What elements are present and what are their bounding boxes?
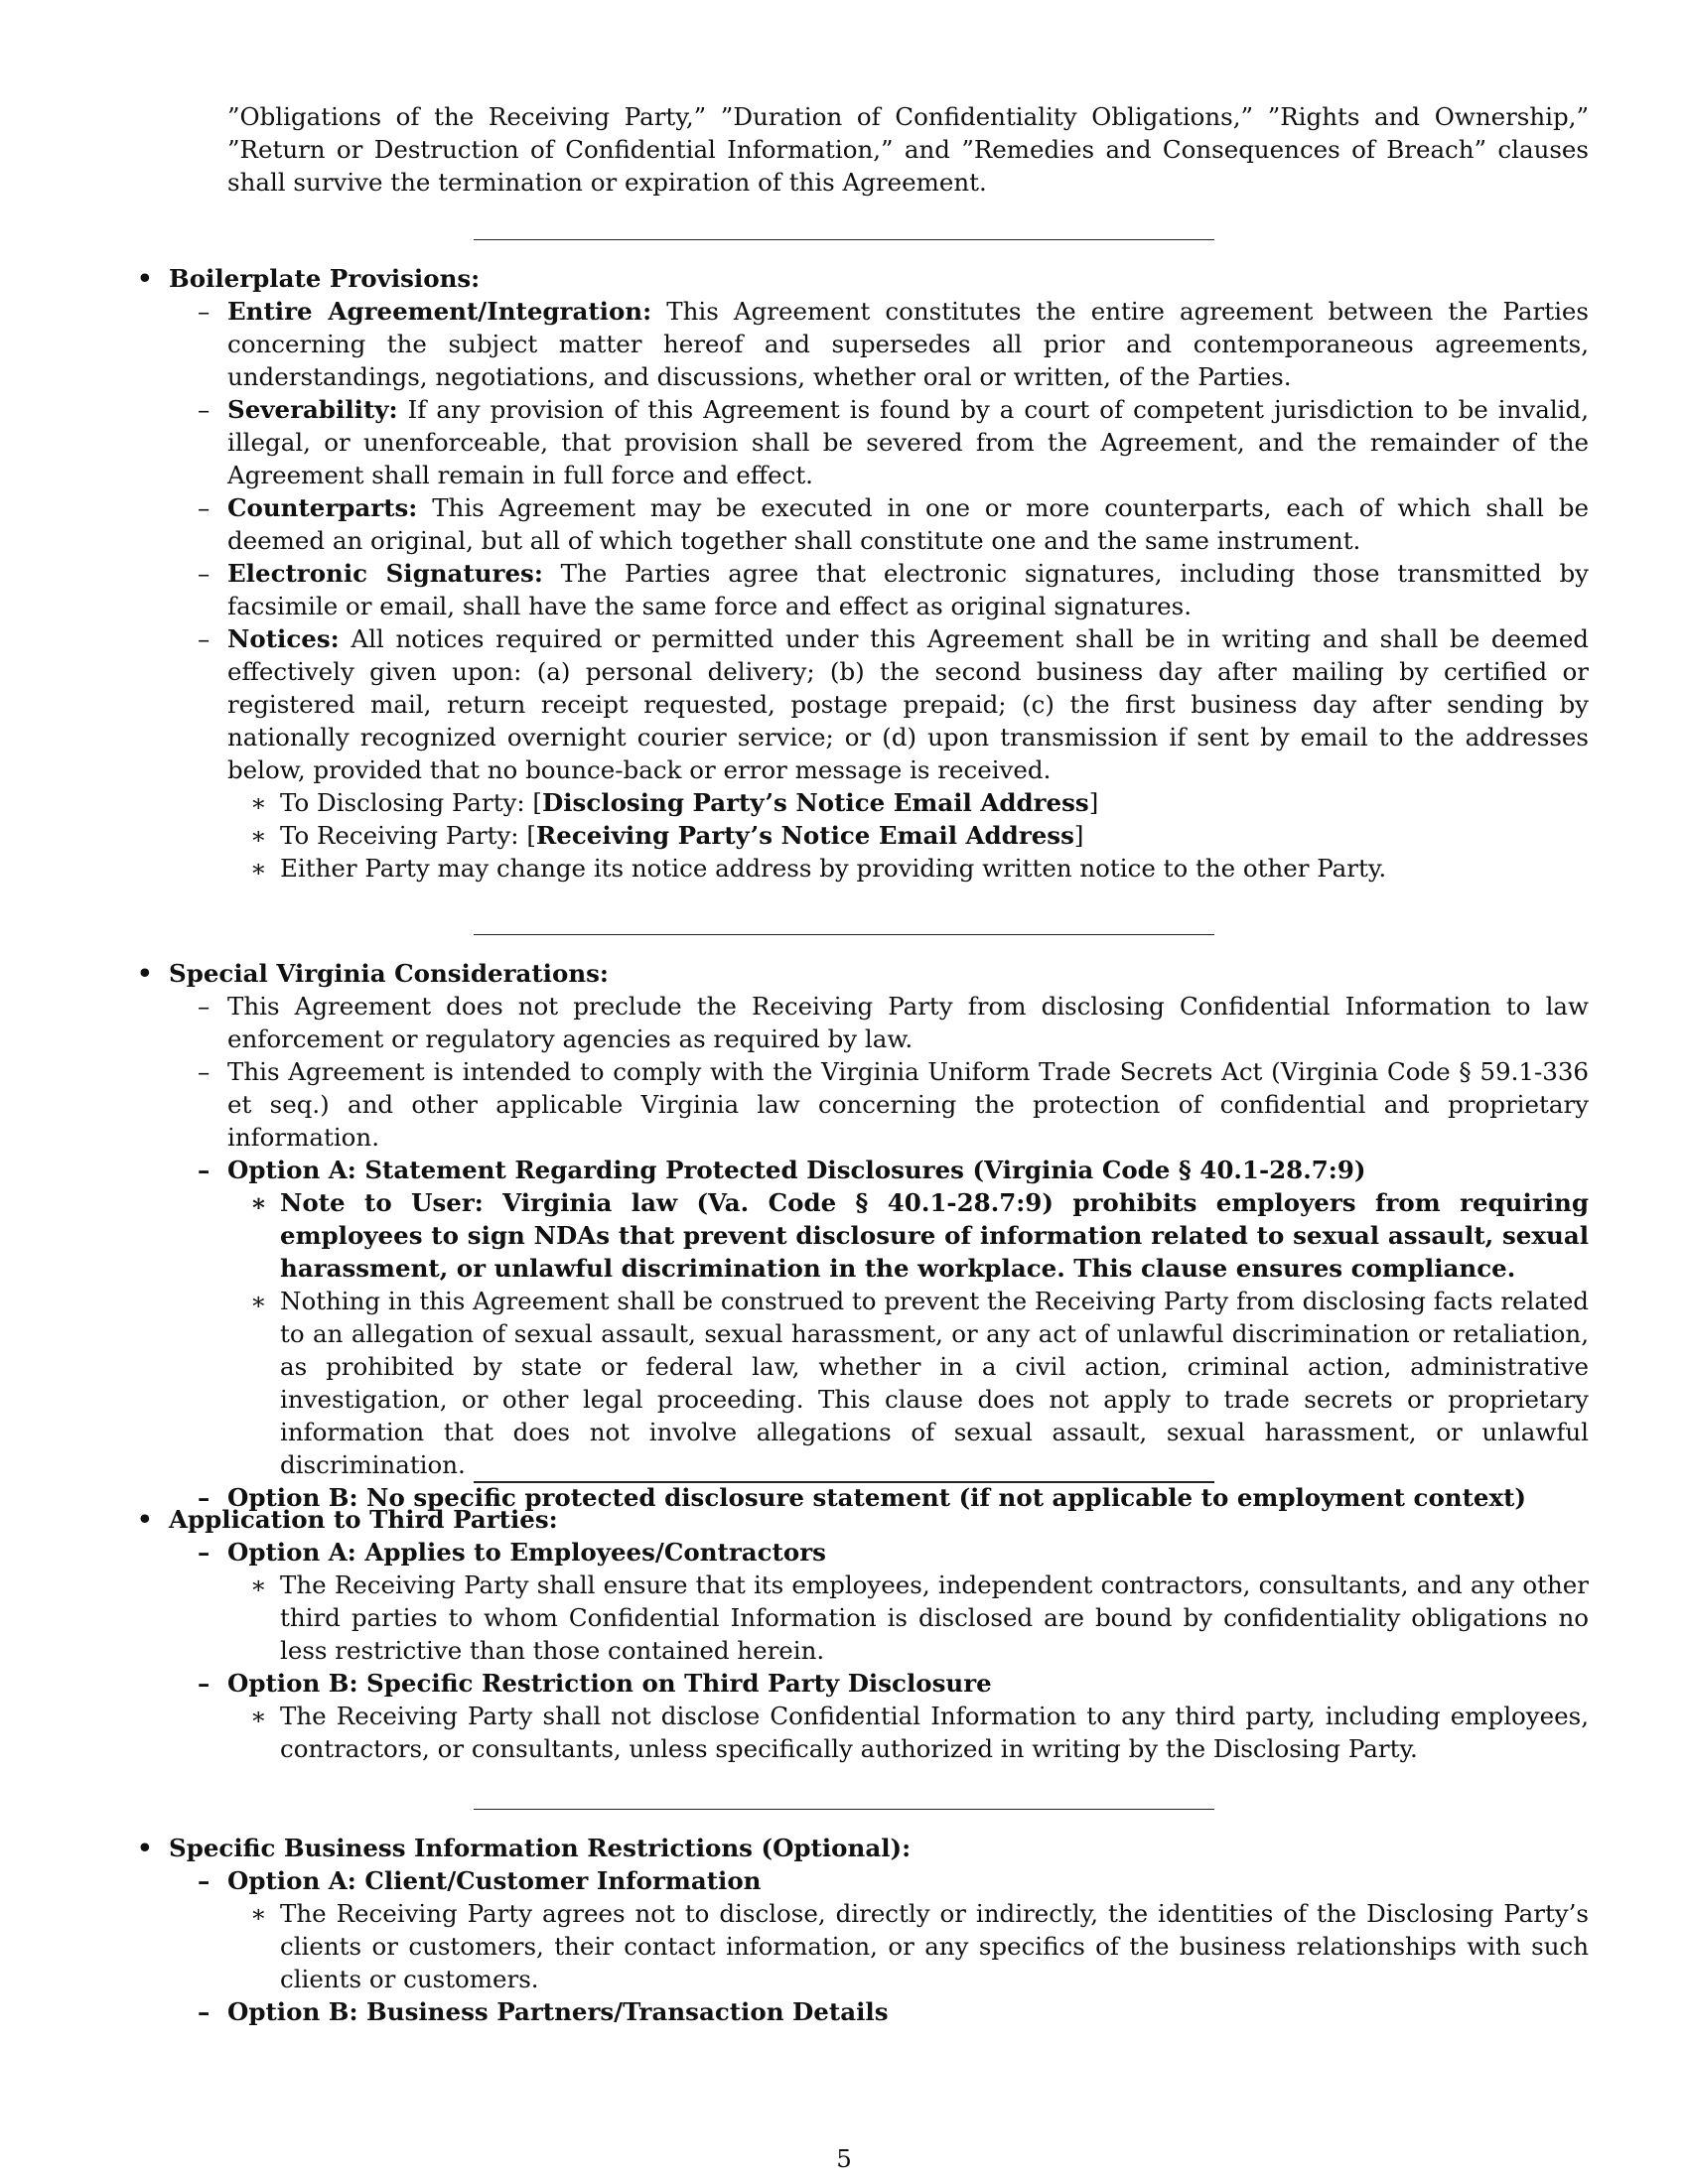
section-business-restrictions <box>137 1832 1589 2028</box>
asterisk-icon: ∗ <box>250 788 267 817</box>
virginia-item-text: This Agreement is intended to comply with the Virginia Uniform Trade Secrets Act (Virginia Code § 59.1-336 et seq.) and other applicable Virginia law concerning the protection of confidential and proprietary information. <box>227 1057 1589 1152</box>
dash-icon: – <box>198 493 211 522</box>
electronic-signatures-text: The Parties agree that electronic signatures, including those transmitted by facsimile or email, shall have the same force and effect as original signatures. <box>227 559 1589 620</box>
virginia-item-text: This Agreement does not preclude the Receiving Party from disclosing Confidential Information to law enforcement or regulatory agencies as required by law. <box>227 992 1589 1053</box>
dash-icon: – <box>198 1057 211 1086</box>
business-option-a-text: The Receiving Party agrees not to disclose, directly or indirectly, the identities of the Disclosing Party’s clients or customers, their contact information, or any specifics of the business relationships with such clients or customers. <box>280 1899 1589 1993</box>
dash-icon: – <box>198 1538 211 1567</box>
notices-text: All notices required or permitted under this Agreement shall be in writing and shall be deemed effectively given upon: (a) personal delivery; (b) the second business day after mailing by certified or registered mail, return receipt requested, postage prepaid; (c) the first business day after sending by nationally recognized overnight courier service; or (d) upon transmission if sent by email to the addresses below, provided that no bounce-back or error message is received. <box>227 624 1589 784</box>
virginia-item-trade-secrets <box>137 1055 1589 1154</box>
virginia-item-law-enforcement <box>137 990 1589 1055</box>
notice-disclosing-party <box>137 786 1589 819</box>
dash-icon: – <box>198 1483 211 1512</box>
third-parties-option-a-clause <box>137 1569 1589 1667</box>
third-parties-heading: Application to Third Parties: <box>169 1505 558 1534</box>
severability-text: If any provision of this Agreement is found by a court of competent jurisdiction to be invalid, illegal, or unenforceable, that provision shall be severed from the Agreement, and the remainder of the Agreement shall remain in full force and effect. <box>227 395 1589 489</box>
notices-label: Notices: <box>227 624 340 653</box>
notice-receiving-party <box>137 819 1589 852</box>
asterisk-icon: ∗ <box>250 1702 267 1730</box>
notice-receiving-prefix: To Receiving Party: [ <box>280 821 536 850</box>
section-divider <box>474 934 1214 935</box>
electronic-signatures-item <box>137 557 1589 622</box>
virginia-heading-item <box>137 957 1589 990</box>
note-to-user <box>137 1186 1589 1285</box>
asterisk-icon: ∗ <box>250 1287 267 1315</box>
dash-icon: – <box>198 992 211 1021</box>
dash-icon: – <box>198 1866 211 1895</box>
page-number: 5 <box>836 2144 852 2173</box>
third-parties-option-a <box>137 1536 1589 1569</box>
section-third-parties <box>137 1503 1589 1765</box>
virginia-option-a <box>137 1154 1589 1186</box>
notice-change-address <box>137 852 1589 885</box>
notice-change-text: Either Party may change its notice address by providing written notice to the other Party. <box>280 854 1387 883</box>
dash-icon: – <box>198 395 211 424</box>
entire-agreement-label: Entire Agreement/Integration: <box>227 297 652 326</box>
business-option-b-label: Option B: Business Partners/Transaction Details <box>227 1997 889 2026</box>
notice-disclosing-prefix: To Disclosing Party: [ <box>280 788 542 817</box>
business-heading: Specific Business Information Restrictions (Optional): <box>169 1834 912 1862</box>
business-option-a-label: Option A: Client/Customer Information <box>227 1866 762 1895</box>
close-bracket: ] <box>1088 788 1099 817</box>
section-divider <box>474 239 1214 240</box>
severability-label: Severability: <box>227 395 398 424</box>
counterparts-item <box>137 491 1589 557</box>
third-parties-option-b-label: Option B: Specific Restriction on Third Party Disclosure <box>227 1669 992 1698</box>
protected-disclosure-clause <box>137 1285 1589 1481</box>
close-bracket: ] <box>1073 821 1084 850</box>
section-divider <box>474 1809 1214 1810</box>
note-to-user-text: Note to User: Virginia law (Va. Code § 40.1-28.7:9) prohibits employers from requiring employees to sign NDAs that prevent disclosure of information related to sexual assault, sexual harassment, or unlawful discrimination in the workplace. This clause ensures compliance. <box>280 1188 1589 1283</box>
bullet-icon: • <box>137 264 153 293</box>
dash-icon: – <box>198 624 211 653</box>
virginia-option-a-label: Option A: Statement Regarding Protected Disclosures (Virginia Code § 40.1-28.7:9) <box>227 1156 1366 1184</box>
business-option-a-clause <box>137 1897 1589 1995</box>
virginia-option-b-label: Option B: No specific protected disclosure statement (if not applicable to employment context) <box>227 1483 1527 1512</box>
third-parties-option-a-text: The Receiving Party shall ensure that its employees, independent contractors, consultants, and any other third parties to whom Confidential Information is disclosed are bound by confidentiality obligations no less restrictive than those contained herein. <box>280 1570 1589 1665</box>
dash-icon: – <box>198 1997 211 2026</box>
section-virginia <box>137 957 1589 1514</box>
dash-icon: – <box>198 559 211 588</box>
asterisk-icon: ∗ <box>250 1570 267 1599</box>
asterisk-icon: ∗ <box>250 821 267 850</box>
business-option-a <box>137 1864 1589 1897</box>
boilerplate-heading: Boilerplate Provisions: <box>169 264 481 293</box>
receiving-email-placeholder: Receiving Party’s Notice Email Address <box>535 821 1074 850</box>
asterisk-icon: ∗ <box>250 854 267 883</box>
counterparts-label: Counterparts: <box>227 493 418 522</box>
dash-icon: – <box>198 1156 211 1184</box>
bullet-icon: • <box>137 1834 153 1862</box>
asterisk-icon: ∗ <box>250 1899 267 1928</box>
boilerplate-heading-item <box>137 262 1589 295</box>
disclosing-email-placeholder: Disclosing Party’s Notice Email Address <box>542 788 1089 817</box>
notices-item <box>137 622 1589 786</box>
third-parties-option-a-label: Option A: Applies to Employees/Contractors <box>227 1538 826 1567</box>
entire-agreement-text: This Agreement constitutes the entire agreement between the Parties concerning the subject matter hereof and supersedes all prior and contemporaneous agreements, understandings, negotiations, and discussions, whether oral or written, of the Parties. <box>227 297 1589 391</box>
electronic-signatures-label: Electronic Signatures: <box>227 559 543 588</box>
third-parties-option-b <box>137 1667 1589 1700</box>
severability-item <box>137 393 1589 491</box>
counterparts-text: This Agreement may be executed in one or more counterparts, each of which shall be deemed an original, but all of which together shall constitute one and the same instrument. <box>227 493 1589 555</box>
third-parties-option-b-clause <box>137 1700 1589 1765</box>
entire-agreement-item <box>137 295 1589 393</box>
protected-disclosure-text: Nothing in this Agreement shall be construed to prevent the Receiving Party from disclosing facts related to an allegation of sexual assault, sexual harassment, or any act of unlawful discrimination or retaliation, as prohibited by state or federal law, whether in a civil action, criminal action, administrative investigation, or other legal proceeding. This clause does not apply to trade secrets or proprietary information that does not involve allegations of sexual assault, sexual harassment, or unlawful discrimination. <box>280 1287 1589 1479</box>
virginia-heading: Special Virginia Considerations: <box>169 959 609 988</box>
dash-icon: – <box>198 297 211 326</box>
business-option-b <box>137 1995 1589 2028</box>
business-heading-item <box>137 1832 1589 1864</box>
section-boilerplate <box>137 262 1589 885</box>
survival-clause-paragraph: ”Obligations of the Receiving Party,” ”Duration of Confidentiality Obligations,” ”Rights and Ownership,” ”Return or Destruction of Confidential Information,” and ”Remedies and Consequences of Breach” clauses shall survive the termination or expiration of this Agreement. <box>227 102 1589 197</box>
section-divider <box>474 1481 1214 1483</box>
third-parties-heading-item <box>137 1503 1589 1536</box>
third-parties-option-b-text: The Receiving Party shall not disclose Confidential Information to any third party, including employees, contractors, or consultants, unless specifically authorized in writing by the Disclosing Party. <box>280 1702 1589 1763</box>
bullet-icon: • <box>137 959 153 988</box>
dash-icon: – <box>198 1669 211 1698</box>
asterisk-icon: ∗ <box>250 1188 267 1217</box>
bullet-icon: • <box>137 1505 153 1534</box>
